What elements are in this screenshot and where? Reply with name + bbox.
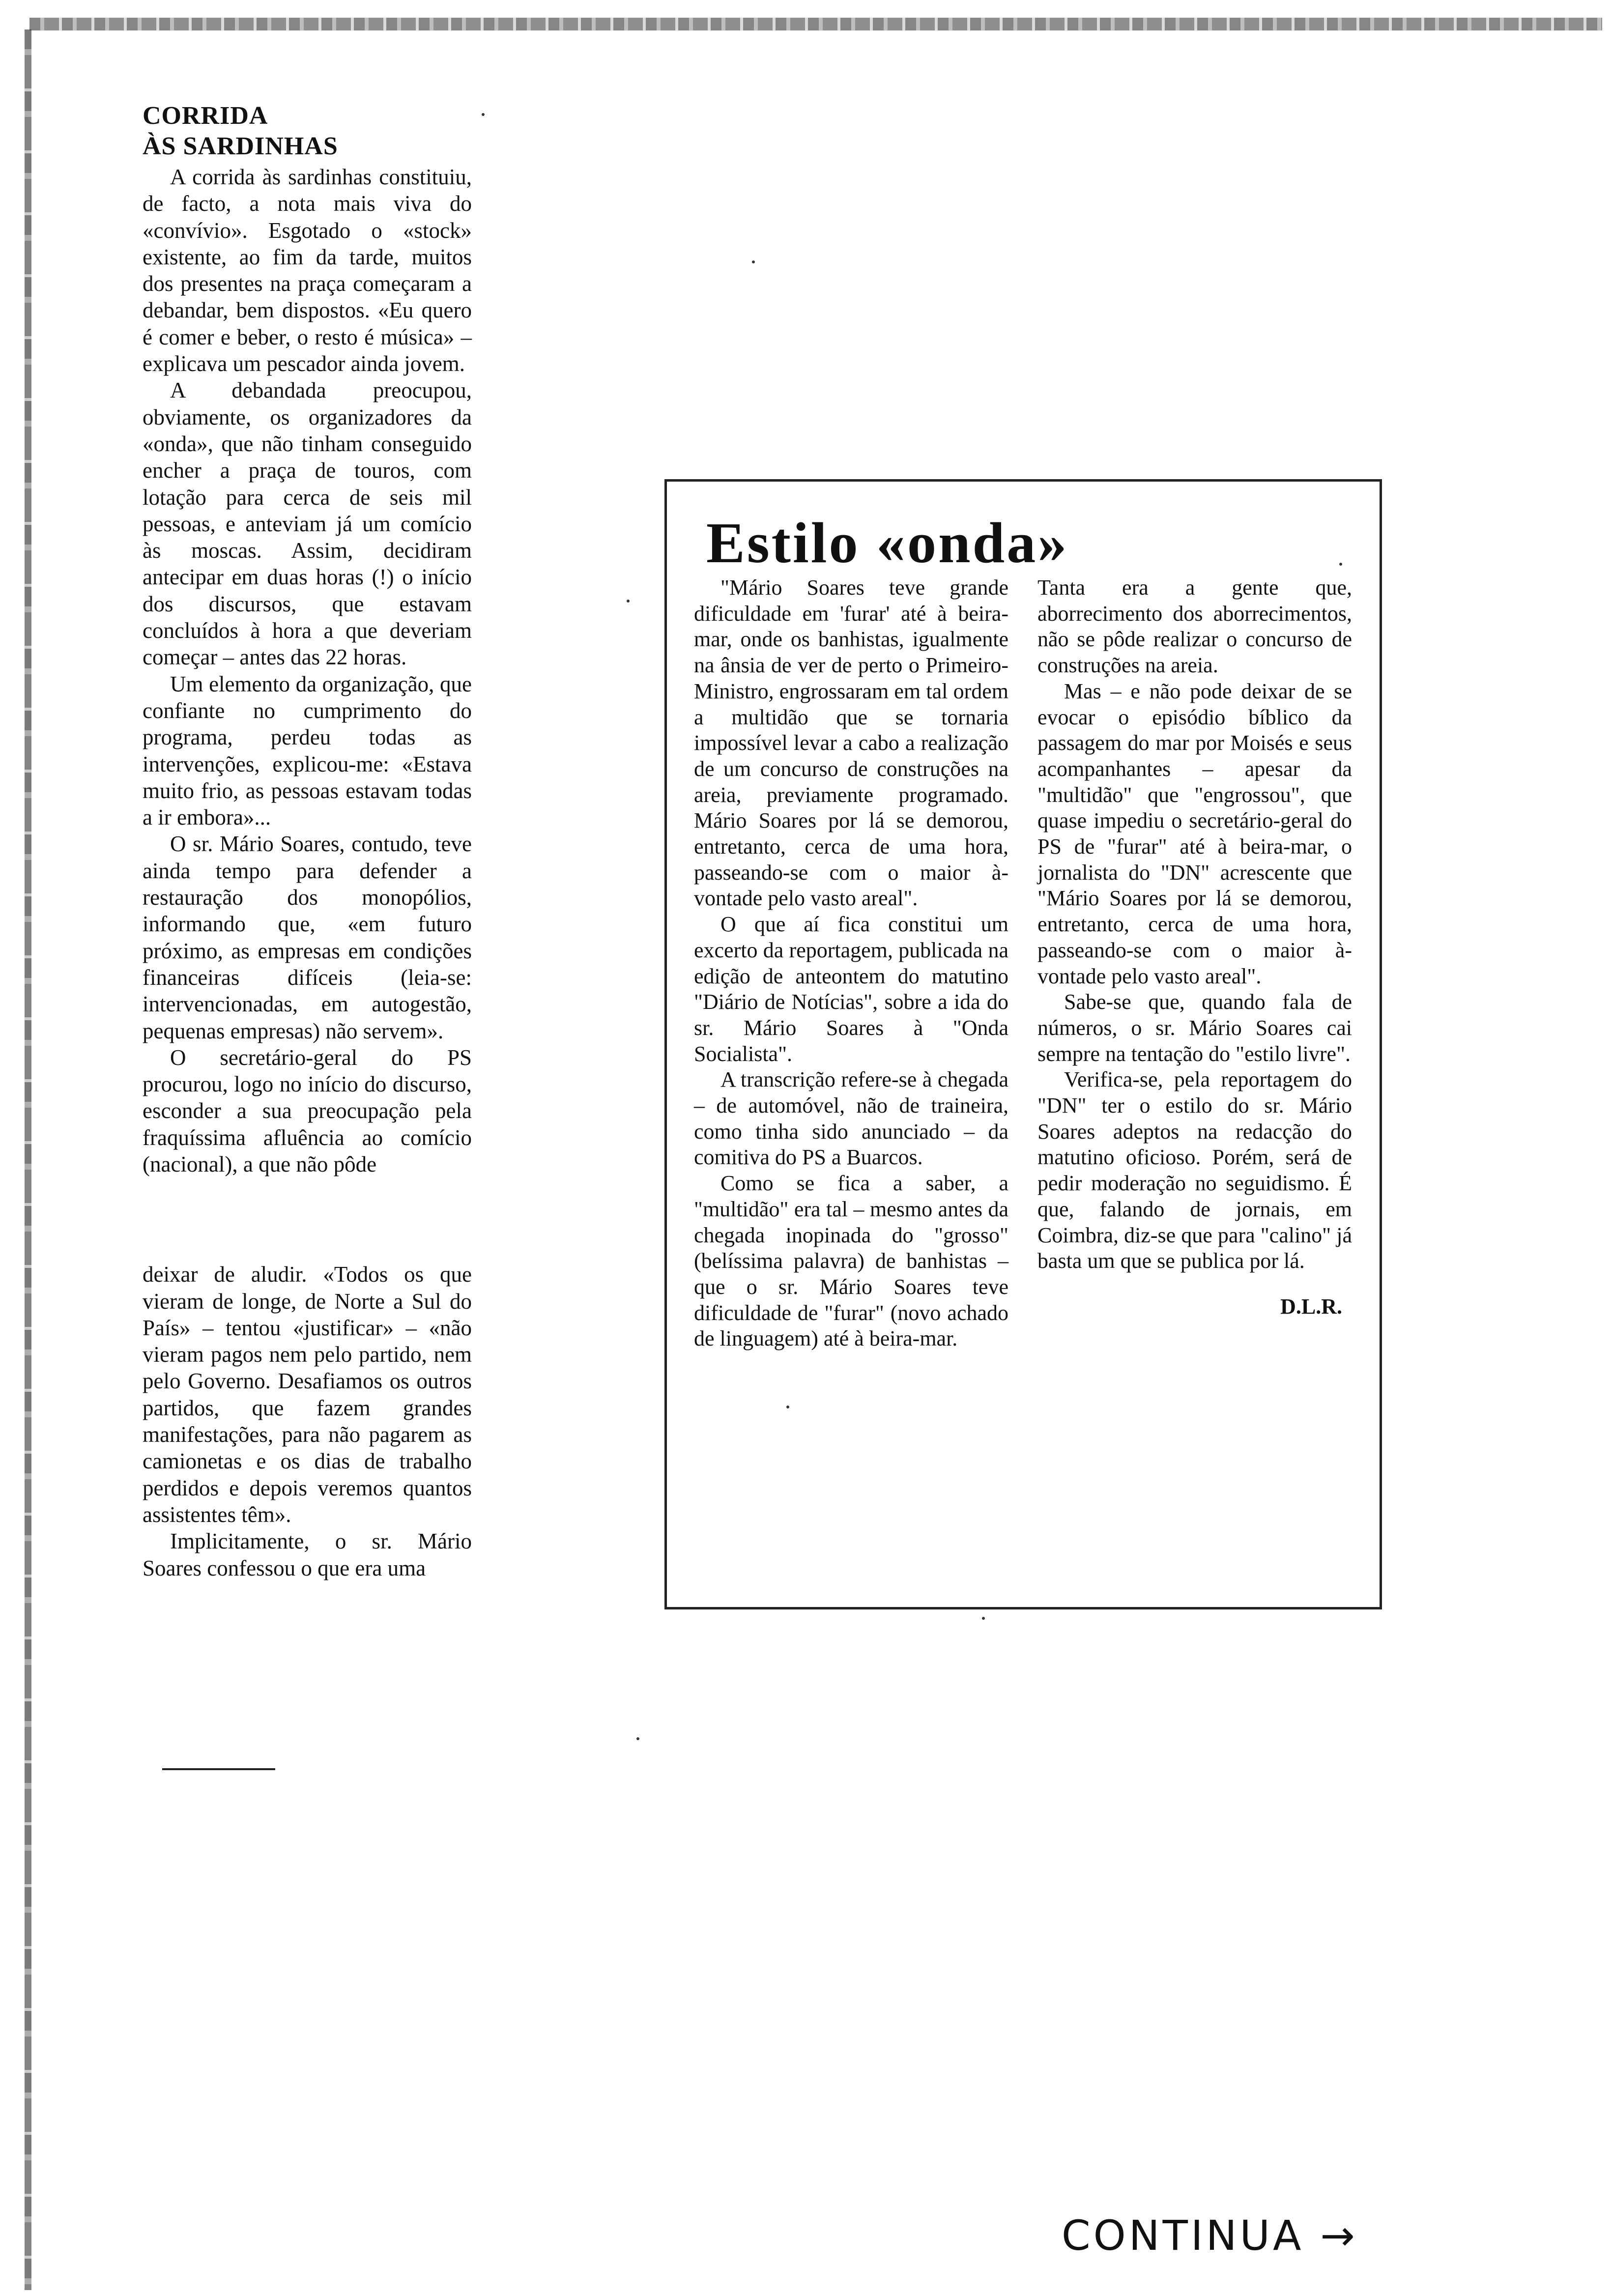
paragraph: A transcrição refere-se à chegada – de automóvel, não de traineira, como tinha sido anunciado – da comitiva do PS a Buarcos. (694, 1067, 1008, 1170)
paragraph: O que aí fica constitui um excerto da reportagem, publicada na edição de anteontem do matutino "Diário de Notícias", sobre a ida do sr. Mário Soares à "Onda Socialista". (694, 912, 1008, 1066)
boxed-column-2 (1037, 575, 1352, 1320)
headline-line-2: ÀS SARDINHAS (143, 132, 338, 160)
headline-line-1: CORRIDA (143, 102, 268, 130)
left-article (143, 101, 472, 1581)
continua-label: CONTINUA (1062, 2211, 1304, 2260)
scan-left-edge (25, 29, 31, 2290)
author-signature: D.L.R. (1280, 1294, 1342, 1319)
continua-note (1062, 2211, 1358, 2260)
paragraph: Implicitamente, o sr. Mário Soares confessou o que era uma (143, 1529, 472, 1580)
boxed-article-title: Estilo «onda» (706, 511, 1069, 575)
paragraph-continuation: deixar de aludir. «Todos os que vieram de longe, de Norte a Sul do País» – tentou «justificar» – «não vieram pagos nem pelo partido, nem pelo Governo. Desafiamos os outros partidos, que fazem grandes manifestações, para não pagarem as camionetas e os dias de trabalho perdidos e depois veremos quantos assistentes têm». (143, 1262, 472, 1527)
paragraph: O sr. Mário Soares, contudo, teve ainda tempo para defender a restauração dos monopólios, informando que, «em futuro próximo, as empresas em condições financeiras difíceis (leia-se: intervencionadas, em autogestão, pequenas empresas) não servem». (143, 832, 472, 1043)
arrow-right-icon: → (1320, 2211, 1358, 2260)
paragraph: "Mário Soares teve grande dificuldade em 'furar' até à beira-mar, onde os banhistas, igualmente na ânsia de ver de perto o Primeiro-Ministro, engrossaram em tal ordem a multidão que se tornaria impossível levar a cabo a realização de um concurso de construções na areia, previamente programado. Mário Soares por lá se demorou, entretanto, cerca de uma hora, passeando-se com o maior à-vontade pelo vasto areal". (694, 575, 1008, 911)
paragraph: O secretário-geral do PS procurou, logo no início do discurso, esconder a sua preocupação pela fraquíssima afluência ao comício (nacional), a que não pôde (143, 1045, 472, 1177)
scan-speck (752, 260, 755, 263)
column-end-rule (162, 1768, 275, 1770)
column-gap (143, 1177, 472, 1261)
scan-speck (982, 1617, 985, 1620)
paragraph: A debandada preocupou, obviamente, os organizadores da «onda», que não tinham conseguido encher a praça de touros, com lotação para cerca de seis mil pessoas, e anteviam já um comício às moscas. Assim, decidiram antecipar em duas horas (!) o início dos discursos, que estavam concluídos à hora a que deveriam começar – antes das 22 horas. (143, 378, 472, 670)
paragraph: A corrida às sardinhas constituiu, de facto, a nota mais viva do «convívio». Esgotado o «stock» existente, ao fim da tarde, muitos dos presentes na praça começaram a debandar, bem dispostos. «Eu quero é comer e beber, o resto é música» – explicava um pescador ainda jovem. (143, 165, 472, 376)
paragraph: Sabe-se que, quando fala de números, o sr. Mário Soares cai sempre na tentação do "estilo livre". (1037, 990, 1352, 1066)
scan-speck (636, 1737, 639, 1740)
scan-speck (1339, 563, 1342, 566)
paragraph-continuation: Tanta era a gente que, aborrecimento dos aborrecimentos, não se pôde realizar o concurso de construções na areia. (1037, 575, 1352, 678)
paragraph: Verifica-se, pela reportagem do "DN" ter o estilo do sr. Mário Soares adeptos na redacção do matutino oficioso. Porém, será de pedir moderação no seguidismo. É que, falando de jornais, em Coimbra, diz-se que para "calino" já basta um que se publica por lá. (1037, 1067, 1352, 1273)
boxed-column-1 (694, 575, 1008, 1352)
scan-speck (482, 113, 485, 116)
boxed-article (664, 479, 1382, 1609)
paragraph: Mas – e não pode deixar de se evocar o episódio bíblico da passagem do mar por Moisés e seus acompanhantes – apesar da "multidão" que "engrossou", que quase impediu o secretário-geral do PS de "furar" até à beira-mar, o jornalista do "DN" acrescente que "Mário Soares por lá se demorou, entretanto, cerca de uma hora, passeando-se com o maior à-vontade pelo vasto areal". (1037, 679, 1352, 988)
scan-speck (786, 1406, 789, 1408)
paragraph: Um elemento da organização, que confiante no cumprimento do programa, perdeu todas as intervenções, explicou-me: «Estava muito frio, as pessoas estavam todas a ir embora»... (143, 671, 472, 830)
scan-top-edge (29, 18, 1602, 30)
scan-speck (627, 600, 630, 603)
paragraph: Como se fica a saber, a "multidão" era tal – mesmo antes da chegada inopinada do "grosso" (belíssima palavra) de banhistas – que o sr. Mário Soares teve dificuldade de "furar" (novo achado de linguagem) até à beira-mar. (694, 1171, 1008, 1351)
left-article-headline (143, 101, 472, 162)
